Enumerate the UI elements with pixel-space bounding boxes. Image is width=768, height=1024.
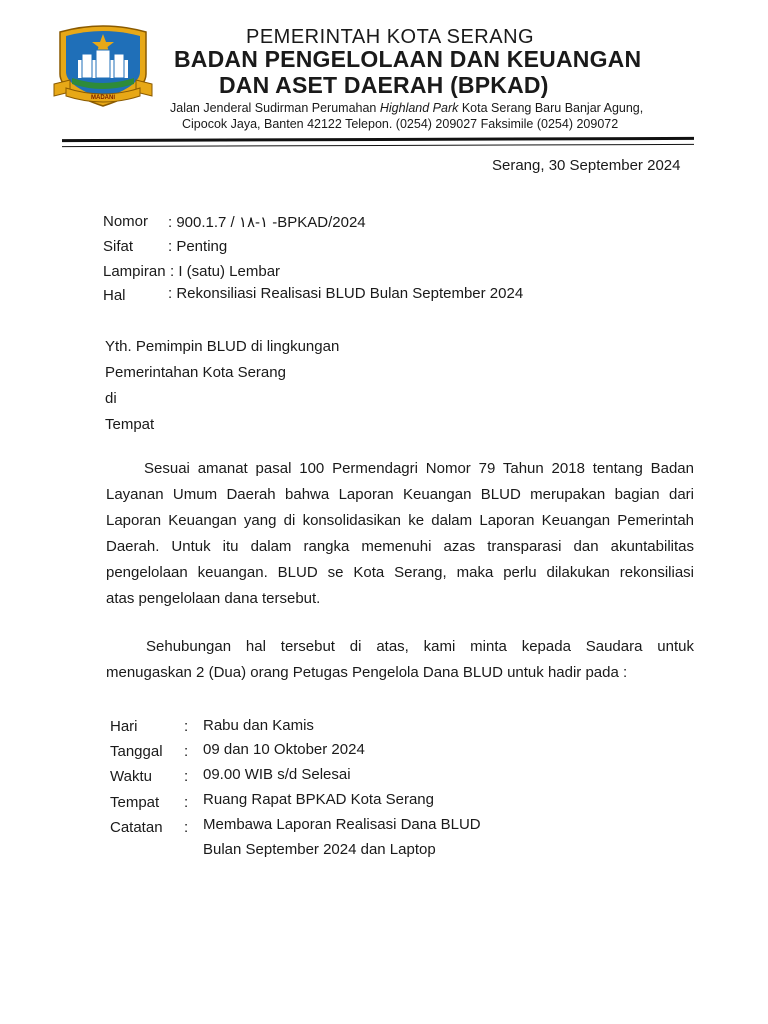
schedule-label-tanggal: Tanggal (110, 743, 163, 760)
recipient-line: Yth. Pemimpin BLUD di lingkungan (105, 338, 340, 355)
letter-date: Serang, 30 September 2024 (492, 157, 681, 174)
schedule-value-hari: Rabu dan Kamis (203, 717, 314, 734)
schedule-colon: : (184, 768, 189, 785)
paragraph-line: Sehubungan hal tersebut di atas, kami minta kepada Saudara untuk (146, 638, 694, 655)
recipient-line: di (105, 390, 117, 407)
schedule-colon: : (184, 794, 189, 811)
logo-motto-text: MADANI (91, 95, 115, 101)
paragraph-line: Layanan Umum Daerah bahwa Laporan Keuangan BLUD merupakan bagian dari (106, 486, 694, 503)
paragraph-line: Laporan Keuangan yang di konsolidasikan ke dalam Laporan Keuangan Pemerintah (106, 512, 694, 529)
agency-name-line2: DAN ASET DAERAH (BPKAD) (219, 72, 549, 98)
paragraph-line: atas pengelolaan dana tersebut. (106, 590, 321, 607)
paragraph-line: Sesuai amanat pasal 100 Permendagri Nomor 79 Tahun 2018 tentang Badan (144, 460, 694, 477)
schedule-value-waktu: 09.00 WIB s/d Selesai (203, 766, 351, 783)
meta-label-sifat: Sifat (103, 238, 134, 255)
schedule-colon: : (184, 743, 189, 760)
meta-value-lampiran: : I (satu) Lembar (170, 263, 281, 280)
schedule-colon: : (184, 718, 189, 735)
paragraph-line: menugaskan 2 (Dua) orang Petugas Pengelola Dana BLUD untuk hadir pada : (106, 664, 628, 681)
schedule-value-tempat: Ruang Rapat BPKAD Kota Serang (203, 791, 434, 808)
paragraph-line: Daerah. Untuk itu dalam rangka memenuhi azas transparasi dan akuntabilitas (106, 538, 694, 555)
meta-value-sifat: : Penting (168, 238, 228, 255)
agency-name-line1: BADAN PENGELOLAAN DAN KEUANGAN (174, 46, 642, 72)
body-paragraph-2 (106, 634, 694, 686)
schedule-value-tanggal: 09 dan 10 Oktober 2024 (203, 741, 365, 758)
schedule-label-waktu: Waktu (110, 768, 152, 785)
schedule-label-catatan: Catatan (110, 819, 163, 836)
address-line2: Cipocok Jaya, Banten 42122 Telepon. (0254) 209027 Faksimile (0254) 209072 (182, 117, 619, 131)
city-emblem-logo (52, 22, 154, 108)
recipient-line: Tempat (105, 416, 155, 433)
government-name: PEMERINTAH KOTA SERANG (246, 26, 535, 48)
meta-label-lampiran: Lampiran (103, 263, 166, 280)
meta-label-nomor: Nomor (103, 213, 149, 230)
meta-value-nomor: : 900.1.7 / ١۸-١ -BPKAD/2024 (168, 214, 366, 231)
letterhead-divider-thick (62, 137, 694, 142)
body-paragraph-1 (106, 456, 694, 612)
meta-label-hal: Hal (103, 287, 126, 304)
schedule-value-catatan-cont: Bulan September 2024 dan Laptop (203, 841, 436, 858)
address-line1: Jalan Jenderal Sudirman Perumahan Highland Park Kota Serang Baru Banjar Agung, (170, 101, 644, 115)
recipient-line: Pemerintahan Kota Serang (105, 364, 286, 381)
schedule-label-tempat: Tempat (110, 794, 160, 811)
schedule-label-hari: Hari (110, 718, 138, 735)
schedule-value-catatan: Membawa Laporan Realisasi Dana BLUD (203, 816, 481, 833)
letterhead-divider-thin (62, 144, 694, 147)
schedule-colon: : (184, 819, 189, 836)
meta-value-hal: : Rekonsiliasi Realisasi BLUD Bulan September 2024 (168, 285, 524, 302)
paragraph-line: pengelolaan keuangan. BLUD se Kota Serang, maka perlu dilakukan rekonsiliasi (106, 564, 694, 581)
